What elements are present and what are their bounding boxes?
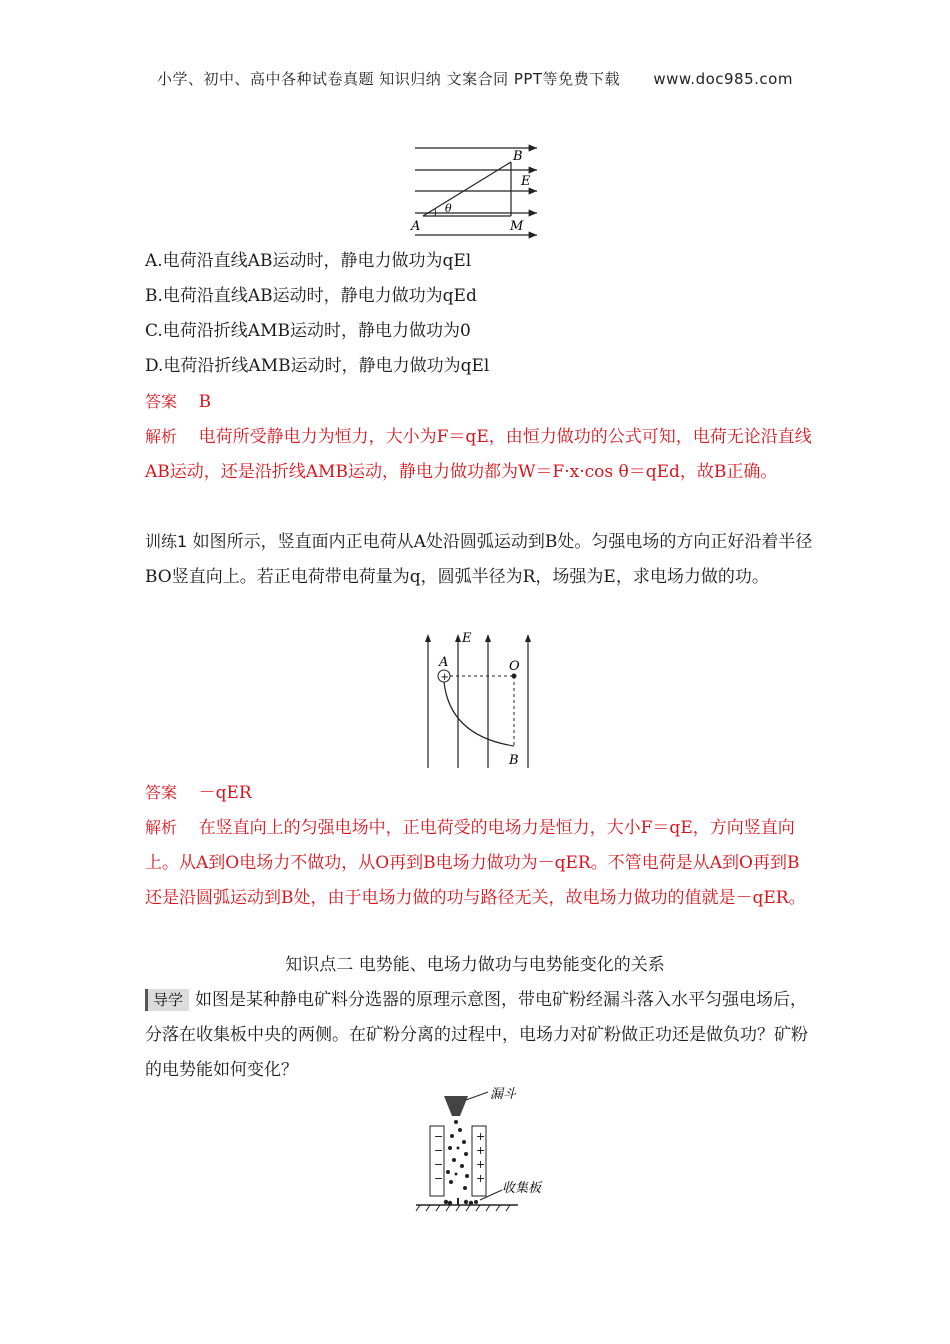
figure-arc-field bbox=[418, 628, 538, 770]
arc-ab bbox=[444, 682, 514, 746]
header-text: 小学、初中、高中各种试卷真题 知识归纳 文案合同 PPT等免费下载 bbox=[157, 70, 621, 88]
point-o bbox=[512, 674, 517, 679]
training-1 bbox=[145, 524, 813, 595]
analysis-text: 电荷所受静电力为恒力，大小为F＝qE，由恒力做功的公式可知，电荷无论沿直线AB运动，还是沿折线AMB运动，静电力做功都为W＝F·x·cos θ＝qEd，故B正确。 bbox=[145, 427, 812, 482]
analysis-1 bbox=[145, 419, 813, 490]
minus-sign: − bbox=[434, 1172, 444, 1185]
option-c: C.电荷沿折线AMB运动时，静电力做功为0 bbox=[145, 321, 471, 341]
figure-field-triangle bbox=[405, 140, 545, 240]
label-o: O bbox=[509, 659, 520, 674]
option-b: B.电荷沿直线AB运动时，静电力做功为qEd bbox=[145, 286, 477, 306]
label-e: E bbox=[462, 631, 472, 646]
training-label: 训练1 bbox=[145, 532, 188, 551]
option-a: A.电荷沿直线AB运动时，静电力做功为qEl bbox=[145, 251, 472, 271]
label-a: A bbox=[439, 655, 449, 670]
answer-value: B bbox=[198, 392, 212, 412]
analysis-label: 解析 bbox=[145, 818, 178, 837]
answer-value: －qER bbox=[198, 783, 252, 803]
page-header bbox=[0, 68, 950, 89]
minus-sign: − bbox=[434, 1144, 444, 1157]
answer-2 bbox=[145, 775, 815, 811]
section-title: 知识点二 电势能、电场力做功与电势能变化的关系 bbox=[285, 955, 665, 975]
label-e: E bbox=[521, 174, 531, 189]
analysis-label: 解析 bbox=[145, 427, 178, 446]
guide-text: 如图是某种静电矿料分选器的原理示意图，带电矿粉经漏斗落入水平匀强电场后，分落在收集板中央的两侧。在矿粉分离的过程中，电场力对矿粉做正功还是做负功？矿粉的电势能如何变化？ bbox=[145, 990, 808, 1080]
analysis-text: 在竖直向上的匀强电场中，正电荷受的电场力是恒力，大小F＝qE，方向竖直向上。从A到O电场力不做功，从O再到B电场力做功为－qER。不管电荷是从A到O再到B还是沿圆弧运动到B处，由于电场力做的功与路径无关，故电场力做功的值就是－qER。 bbox=[145, 818, 806, 908]
guide-badge: 导学 bbox=[145, 989, 189, 1011]
answer-1 bbox=[145, 384, 815, 420]
answer-label: 答案 bbox=[145, 392, 178, 411]
label-m: M bbox=[510, 219, 524, 234]
figure-separator bbox=[410, 1086, 550, 1216]
analysis-2 bbox=[145, 810, 813, 916]
plus-sign: + bbox=[476, 1158, 486, 1171]
charge-sign: + bbox=[440, 672, 449, 683]
label-theta: θ bbox=[445, 202, 452, 215]
label-funnel: 漏斗 bbox=[490, 1087, 517, 1102]
option-d: D.电荷沿折线AMB运动时，静电力做功为qEl bbox=[145, 356, 490, 376]
minus-sign: − bbox=[434, 1130, 444, 1143]
plus-sign: + bbox=[476, 1172, 486, 1185]
training-text: 如图所示，竖直面内正电荷从A处沿圆弧运动到B处。匀强电场的方向正好沿着半径BO竖直向上。若正电荷带电荷量为q，圆弧半径为R，场强为E，求电场力做的功。 bbox=[145, 532, 813, 587]
guide-paragraph bbox=[145, 983, 813, 1088]
plus-sign: + bbox=[476, 1130, 486, 1143]
minus-sign: − bbox=[434, 1158, 444, 1171]
label-collector: 收集板 bbox=[502, 1181, 542, 1196]
label-b: B bbox=[509, 753, 519, 768]
funnel bbox=[444, 1096, 468, 1116]
header-site[interactable]: www.doc985.com bbox=[653, 70, 793, 88]
plus-sign: + bbox=[476, 1144, 486, 1157]
funnel-leader bbox=[466, 1092, 488, 1100]
label-a: A bbox=[411, 219, 421, 234]
answer-label: 答案 bbox=[145, 783, 178, 802]
label-b: B bbox=[513, 149, 523, 164]
